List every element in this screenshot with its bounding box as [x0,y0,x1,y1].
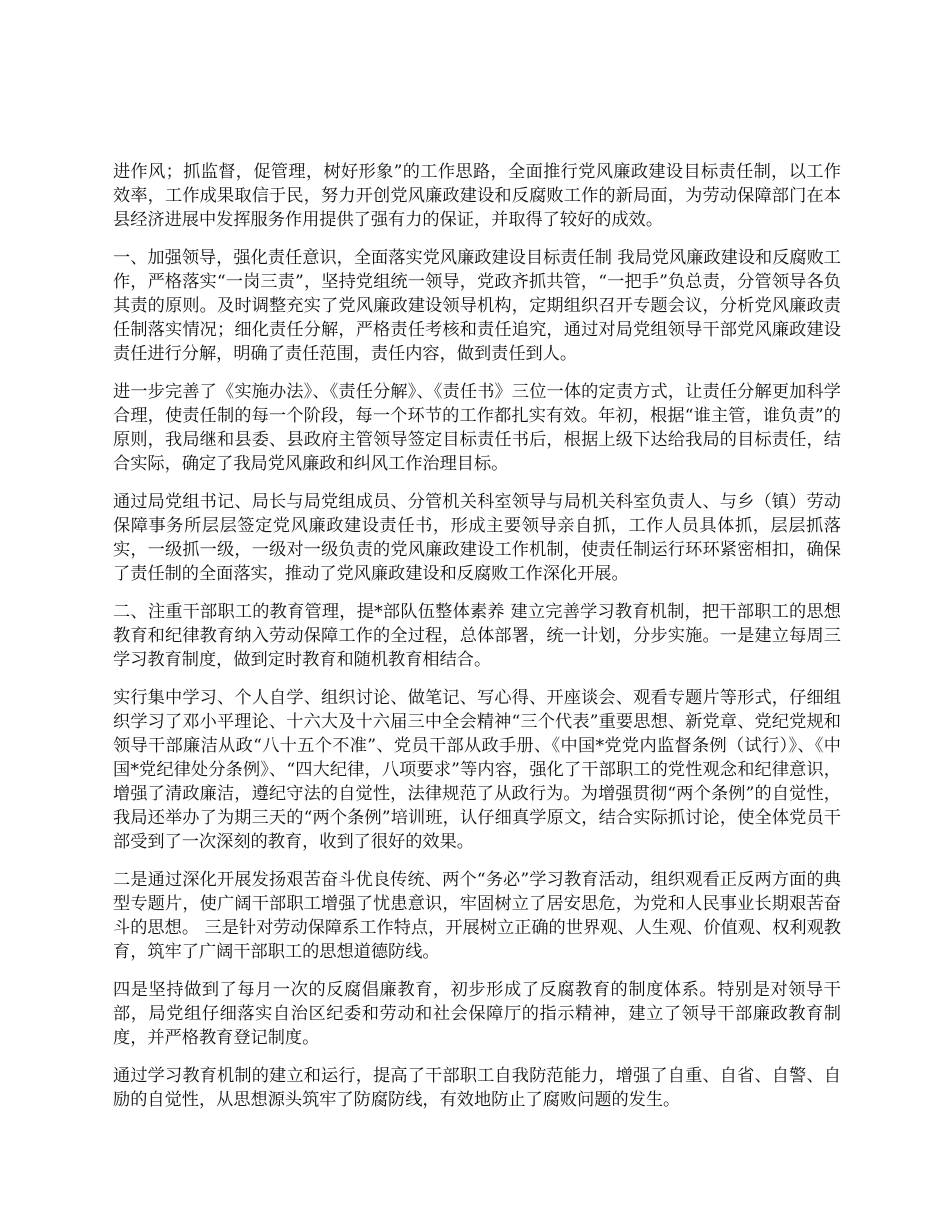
paragraph-responsibility-agreements: 通过局党组书记、局长与局党组成员、分管机关科室领导与局机关科室负责人、与乡（镇）劳动保障事务所层层签定党风廉政建设责任书，形成主要领导亲自抓，工作人员具体抓，层层抓落实，一级抓一级，一级对一级负责的党风廉政建设工作机制，使责任制运行环环紧密相扣，确保了责任制的全面落实，推动了党风廉政建设和反腐败工作深化开展。 [113,492,841,584]
paragraph-study-forms: 实行集中学习、个人自学、组织讨论、做笔记、写心得、开座谈会、观看专题片等形式，仔细组织学习了邓小平理论、十六大及十六届三中全会精神“三个代表”重要思想、新党章、党纪党规和领导干部廉洁从政“八十五个不准”、党员干部从政手册、《中国*党党内监督条例（试行）》、《中国*党纪律处分条例》、“四大纪律，八项要求”等内容，强化了干部职工的党性观念和纪律意识，增强了清政廉洁，遵纪守法的自觉性，法律规范了从政行为。为增强贯彻“两个条例”的自觉性，我局还举办了为期三天的“两个条例”培训班，认仔细真学原文，结合实际抓讨论，使全体党员干部受到了一次深刻的教育，收到了很好的效果。 [113,688,841,852]
paragraph-intro: 进作风；抓监督，促管理，树好形象”的工作思路，全面推行党风廉政建设目标责任制，以工作效率，工作成果取信于民，努力开创党风廉政建设和反腐败工作的新局面，为劳动保障部门在本县经济进展中发挥服务作用提供了强有力的保证，并取得了较好的成效。 [113,162,841,230]
paragraph-anti-corruption-education: 四是坚持做到了每月一次的反腐倡廉教育，初步形成了反腐教育的制度体系。特别是对领导干部，局党组仔细落实自治区纪委和劳动和社会保障厅的指示精神，建立了领导干部廉政教育制度，并严格教育登记制度。 [113,980,841,1048]
paragraph-education-management: 二、注重干部职工的教育管理，提*部队伍整体素养 建立完善学习教育机制，把干部职工的思想教育和纪律教育纳入劳动保障工作的全过程，总体部署，统一计划，分步实施。一是建立每周三学习教育制度，做到定时教育和随机教育相结合。 [113,602,841,670]
paragraph-hard-work-education: 二是通过深化开展发扬艰苦奋斗优良传统、两个“务必”学习教育活动，组织观看正反两方面的典型专题片，使广阔干部职工增强了忧患意识，牢固树立了居安思危，为党和人民事业长期艰苦奋斗的思想。 三是针对劳动保障系工作特点，开展树立正确的世界观、人生观、价值观、权利观教育，筑牢了广阔干部职工的思想道德防线。 [113,870,841,962]
paragraph-leadership: 一、加强领导，强化责任意识，全面落实党风廉政建设目标责任制 我局党风廉政建设和反腐败工作，严格落实“一岗三责”，坚持党组统一领导，党政齐抓共管，“一把手”负总责，分管领导各负其责的原则。及时调整充实了党风廉政建设领导机构，定期组织召开专题会议，分析党风廉政责任制落实情况；细化责任分解，严格责任考核和责任追究，通过对局党组领导干部党风廉政建设责任进行分解，明确了责任范围，责任内容，做到责任到人。 [113,248,841,364]
paragraph-responsibility-system: 进一步完善了《实施办法》、《责任分解》、《责任书》三位一体的定责方式，让责任分解更加科学合理，使责任制的每一个阶段，每一个环节的工作都扎实有效。年初，根据“谁主管，谁负责”的原则，我局继和县委、县政府主管领导签定目标责任书后，根据上级下达给我局的目标责任，结合实际，确定了我局党风廉政和纠风工作治理目标。 [113,382,841,474]
document-body [113,160,841,1126]
paragraph-conclusion: 通过学习教育机制的建立和运行，提高了干部职工自我防范能力，增强了自重、自省、自警、自励的自觉性，从思想源头筑牢了防腐防线，有效地防止了腐败问题的发生。 [113,1066,841,1110]
